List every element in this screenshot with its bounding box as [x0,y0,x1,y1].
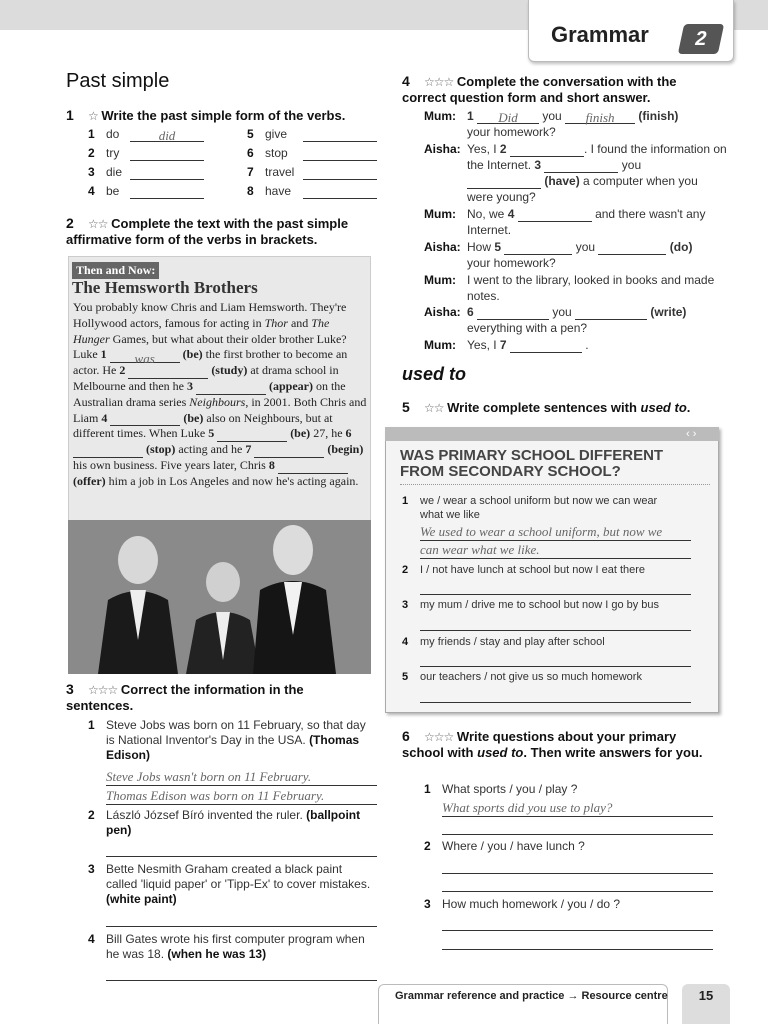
gap-2[interactable] [128,367,208,379]
ex3-item-4: 4 Bill Gates wrote his first computer program when he was 18. (when he was 13) [88,932,365,961]
panel-bar [385,427,719,441]
star-icon: ☆☆ [88,217,108,231]
answer-field[interactable] [598,241,666,255]
answer-field[interactable] [130,185,204,199]
ex5-answer-line-5[interactable] [420,702,691,703]
page-header-title: Grammar [551,22,649,47]
ex3-answer-1b[interactable]: Thomas Edison was born on 11 February. [106,787,377,805]
ex3-item-2: 2 László József Bíró invented the ruler. (ballpoint pen) [88,808,361,837]
ex5-answer-line-4[interactable] [420,666,691,667]
used-to-title: used to [402,364,467,384]
gap-3[interactable] [196,383,266,395]
panel-title: WAS PRIMARY SCHOOL DIFFERENT FROM SECONDARY SCHOOL? [400,447,664,480]
ex6-item-3: 3 How much homework / you / do ? [424,897,621,911]
text-tag: Then and Now: [72,262,159,279]
ex5-item-1: 1 we / wear a school uniform but now we can wear what we like [402,495,658,521]
exercise-4-heading: 4 ☆☆☆ Complete the conversation with the correct question form and short answer. [402,73,677,105]
answer-field[interactable]: did [130,128,204,142]
answer-field[interactable] [130,147,204,161]
text-title: The Hemsworth Brothers [72,278,258,297]
ex5-item-5: 5 our teachers / not give us so much homework [402,671,642,683]
ex6-item-2: 2 Where / you / have lunch ? [424,839,585,853]
ex3-item-1: 1 Steve Jobs was born on 11 February, so that day is National Inventor's Day in the USA. (Thomas Edison) [88,718,366,762]
ex6-answer-1[interactable]: What sports did you use to play? [442,799,713,817]
star-icon: ☆☆☆ [424,730,454,744]
ex6-answer-line-2b[interactable] [442,891,713,892]
exercise-3-heading: 3 ☆☆☆ Correct the information in the sentences. [66,681,304,713]
ex6-answer-line-3b[interactable] [442,949,713,950]
answer-field[interactable]: Did [477,110,539,124]
ex5-answer-1a[interactable]: We used to wear a school uniform, but now we [420,523,691,541]
page-number: 15 [682,984,730,1024]
answer-field[interactable] [477,306,549,320]
section-title: Past simple [66,70,170,92]
ex3-item-3: 3 Bette Nesmith Graham created a black paint called 'liquid paper' or 'Tipp-Ex' to cover mistakes. (white paint) [88,862,371,906]
panel-nav-icons[interactable]: ‹ › [686,428,697,440]
ex6-answer-line-3a[interactable] [442,930,713,931]
star-icon: ☆ [88,109,98,123]
arrow-right-icon: → [567,990,579,1002]
answer-field[interactable] [510,339,582,353]
ex6-item-1: 1 What sports / you / play ? [424,782,578,796]
ex6-answer-line-2a[interactable] [442,873,713,874]
ex3-answer-line-3[interactable] [106,926,377,927]
footer-link[interactable]: Grammar reference and practice → Resource centre [395,990,668,1002]
answer-field[interactable]: finish [565,110,635,124]
exercise-5-heading: 5 ☆☆ Write complete sentences with used to. [402,399,691,415]
ex3-answer-line-4[interactable] [106,980,377,981]
gap-6[interactable] [73,446,143,458]
answer-field[interactable] [504,241,572,255]
gap-5[interactable] [217,430,287,442]
ex3-answer-line-2[interactable] [106,856,377,857]
star-icon: ☆☆☆ [424,75,454,89]
ex5-answer-1b[interactable]: can wear what we like. [420,541,691,559]
star-icon: ☆☆☆ [88,683,118,697]
ex6-answer-line-1b[interactable] [442,834,713,835]
answer-field[interactable] [303,147,377,161]
ex5-item-4: 4 my friends / stay and play after school [402,636,605,648]
brothers-illustration [68,520,371,674]
answer-field[interactable] [467,175,541,189]
ex5-item-3: 3 my mum / drive me to school but now I go by bus [402,599,660,611]
gap-7[interactable] [254,446,324,458]
answer-field[interactable] [518,208,592,222]
exercise-6-heading: 6 ☆☆☆ Write questions about your primary school with used to. Then write answers for you. [402,728,703,760]
ex5-item-2: 2 I / not have lunch at school but now I eat there [402,564,646,576]
answer-field[interactable] [510,143,584,157]
answer-field[interactable] [303,185,377,199]
gap-8[interactable] [278,462,348,474]
answer-field[interactable] [544,159,618,173]
answer-field[interactable] [303,166,377,180]
gap-4[interactable] [110,414,180,426]
answer-field[interactable] [575,306,647,320]
answer-field[interactable] [130,166,204,180]
answer-field[interactable] [303,128,377,142]
panel-divider [400,484,710,485]
unit-badge: 2 [678,24,724,54]
photo-hemsworth-brothers [68,520,371,674]
star-icon: ☆☆ [424,401,444,415]
exercise-1-heading: 1 ☆ Write the past simple form of the verbs. [66,107,346,123]
exercise-2-heading: 2 ☆☆ Complete the text with the past simple affirmative form of the verbs in brackets. [66,215,349,247]
conversation: Mum: 1 Did you finish (finish) your homework? Aisha: Yes, I 2 . I found the information on the Internet. 3 you (have) a computer when you were young? Mum: No, we 4 and there wasn't any Internet. Aisha: How 5 you (do) your homework? Mum: I went to the library, looked in books and made notes. Aisha: 6 you (write) everything with a pen? Mum: Yes, I 7 . [424,109,727,352]
ex5-answer-line-3[interactable] [420,630,691,631]
text-body: You probably know Chris and Liam Hemsworth. They're Hollywood actors, famous for acting in Thor and The Hunger Games, but what about their older brother Luke? Luke 1 was (be) the first brother to become an actor. He 2 (study) at drama school in Melbourne and then he 3 (appear) on the Australian drama series Neighbours, in 2001. Both Chris and Liam 4 (be) also on Neighbours, but at different times. When Luke 5 (be) 27, he 6 (stop) acting and he 7 (begin) his own business. Five years later, Chris 8 (offer) him a job in Los Angeles and now he's acting again. [73,300,367,488]
gap-1[interactable]: was [110,351,180,363]
ex3-answer-1a[interactable]: Steve Jobs wasn't born on 11 February. [106,768,377,786]
ex5-answer-line-2[interactable] [420,594,691,595]
